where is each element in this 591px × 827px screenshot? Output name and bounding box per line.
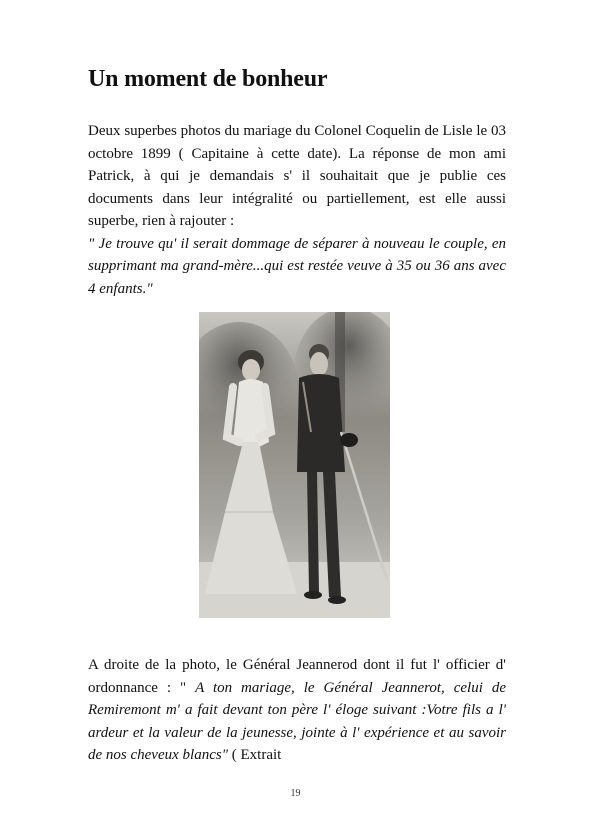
caption-paragraph [88,654,506,767]
page-title: Un moment de bonheur [88,66,328,92]
page-number: 19 [290,788,301,799]
intro-text: Deux superbes photos du mariage du Colonel Coquelin de Lisle le 03 octobre 1899 ( Capitaine à cette date). La réponse de mon ami Patrick, à qui je demandais s' il souhaitait que je publie ces documents dans leur intégralité ou partiellement, est elle aussi superbe, rien à rajouter : [88,123,506,229]
caption-text-after: ( Extrait [228,747,282,763]
intro-quote: " Je trouve qu' il serait dommage de séparer à nouveau le couple, en supprimant ma grand-mère...qui est restée veuve à 35 ou 36 ans avec 4 enfants." [88,235,506,297]
caption-quote: A ton mariage, le Général Jeannerot, celui de Remiremont m' a fait devant ton père l' éloge suivant :Votre fils a l' ardeur et la valeur de la jeunesse, jointe à l' expérience et au savoir de nos cheveux blancs" [88,679,506,763]
wedding-photo [199,312,390,618]
caption-text: A droite de la photo, le Général Jeannerod dont il fut l' officier d' ordonnance : " [88,657,506,696]
intro-paragraph [88,120,506,300]
